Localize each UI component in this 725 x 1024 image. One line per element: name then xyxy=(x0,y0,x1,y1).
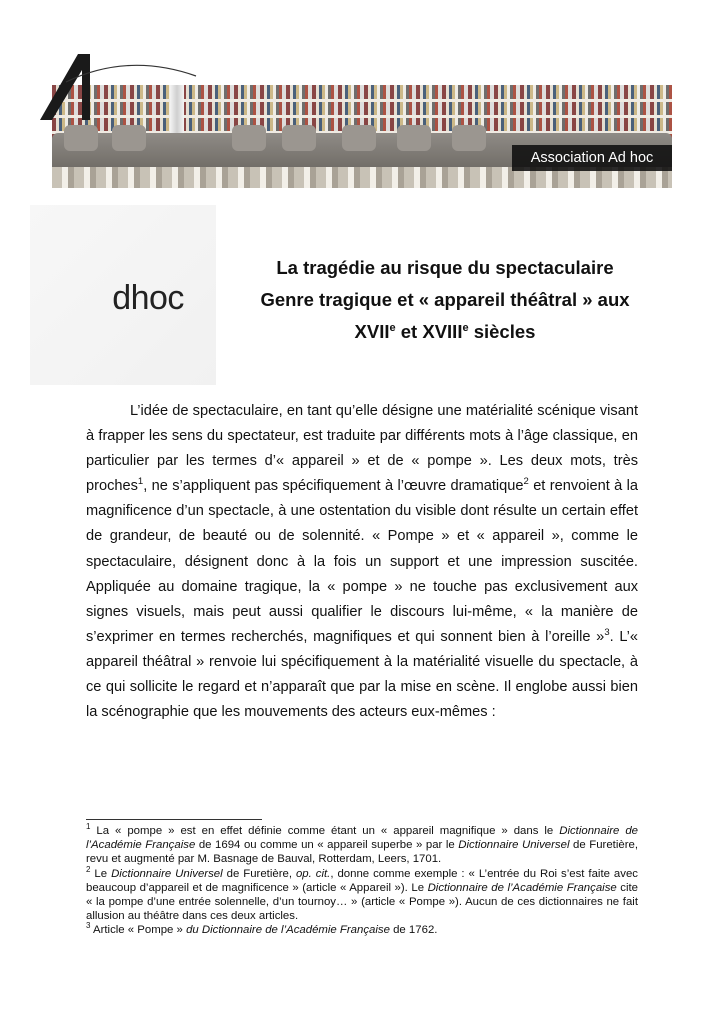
adhoc-logo-icon xyxy=(38,52,198,127)
cushion xyxy=(112,125,146,151)
footnote-text: , donne comme exemple : « L’entrée du Roi s’est faite avec beaucoup d’appareil et de magnificence » (article « Appareil »). Le xyxy=(86,867,638,894)
footnote-text: de Furetière, xyxy=(222,867,296,880)
body-text xyxy=(86,399,638,725)
title-century-2: et XVIII xyxy=(395,321,463,342)
footnote-text: de 1694 ou comme un « appareil superbe » par le xyxy=(195,839,459,852)
title-end: siècles xyxy=(468,321,536,342)
title-line-1: La tragédie au risque du spectaculaire xyxy=(276,257,614,278)
footnote-2 xyxy=(86,864,638,924)
footnote-ref[interactable]: 1 xyxy=(137,476,144,488)
footnote-text: de 1762. xyxy=(389,924,438,937)
cushion xyxy=(232,125,266,151)
cushion xyxy=(452,125,486,151)
footnotes xyxy=(86,824,638,938)
footnote-text: La « pompe » est en effet définie comme étant un « appareil magnifique » dans le xyxy=(90,825,560,837)
footnote-ref[interactable]: 3 xyxy=(604,626,610,638)
logo-text: dhoc xyxy=(112,279,184,317)
text-segment: , ne s’appliquent pas spécifiquement à l’œuvre dramatique xyxy=(143,478,524,495)
footnote-number: 2 xyxy=(86,864,91,874)
text-segment: L’idée de spectaculaire, en tant qu’elle désigne une matérialité scénique visant à frapper les sens du spectateur, est traduite par différents mots à l’âge classique, en particulier par les termes d’« appareil » et de « pompe ». Les deux mots, très proches xyxy=(86,403,638,495)
logo-wordmark xyxy=(90,281,184,315)
title-sup: e xyxy=(462,321,469,334)
title-line-2: Genre tragique et « appareil théâtral » aux xyxy=(260,289,630,310)
title-century-1: XVII xyxy=(354,321,390,342)
footnote-italic: Dictionnaire de l’Académie Française xyxy=(86,825,638,852)
footnote-text: Le xyxy=(90,867,112,880)
banner-label: Association Ad hoc xyxy=(512,145,672,171)
document-title xyxy=(225,252,665,348)
footnote-number: 1 xyxy=(86,822,91,832)
footnote-3 xyxy=(86,923,638,937)
cushion xyxy=(342,125,376,151)
footnote-text: cite « la pompe d’une entrée solennelle, d’un tournoy… » (article « Pompe »). Aucun de ces dictionnaires ne fait allusion au théâtre dans ces deux articles. xyxy=(86,881,638,923)
footnote-italic: Dictionnaire Universel xyxy=(458,839,570,852)
paragraph xyxy=(86,399,638,725)
title-sup: e xyxy=(389,321,396,334)
text-segment: . L’« appareil théâtral » renvoie lui spécifiquement à la matérialité visuelle du spectacle, à ce qui sollicite le regard et n’apparaît que par la mise en scène. Il englobe aussi bien la scénographie que les mouvements des acteurs eux-mêmes : xyxy=(86,628,639,721)
footnote-italic: du Dictionnaire de l’Académie Française xyxy=(186,924,390,937)
footnote-italic: Dictionnaire Universel xyxy=(111,867,223,880)
footnote-text: de Furetière, revu et augmenté par M. Basnage de Bauval, Rotterdam, Leers, 1701. xyxy=(86,839,639,866)
title-line-3 xyxy=(225,316,665,348)
cushion xyxy=(397,125,431,151)
text-segment: et renvoient à la magnificence d’un spectacle, à une ostentation du visible dont résulte un certain effet de grandeur, de beauté ou de solennité. « Pompe » et « appareil », comme le spectaculaire, désignent donc à la fois un support et une impression suscitée. Appliquée au domaine tragique, la « pompe » ne touche pas exclusivement aux signes visuels, mais peut aussi qualifier le discours lui-même, « la manière de s’exprimer en termes recherchés, magnifiques et qui sonnent bien à l’oreille » xyxy=(86,478,639,645)
footnote-italic: op. cit. xyxy=(295,867,331,880)
footnote-1 xyxy=(86,824,638,867)
footnote-text: Article « Pompe » xyxy=(90,924,187,937)
footnote-ref[interactable]: 2 xyxy=(523,476,529,488)
footnote-number: 3 xyxy=(86,921,91,931)
footnote-separator xyxy=(86,819,262,820)
footnote-italic: Dictionnaire de l’Académie Française xyxy=(427,881,617,894)
cushion xyxy=(282,125,316,151)
cushion xyxy=(64,125,98,151)
